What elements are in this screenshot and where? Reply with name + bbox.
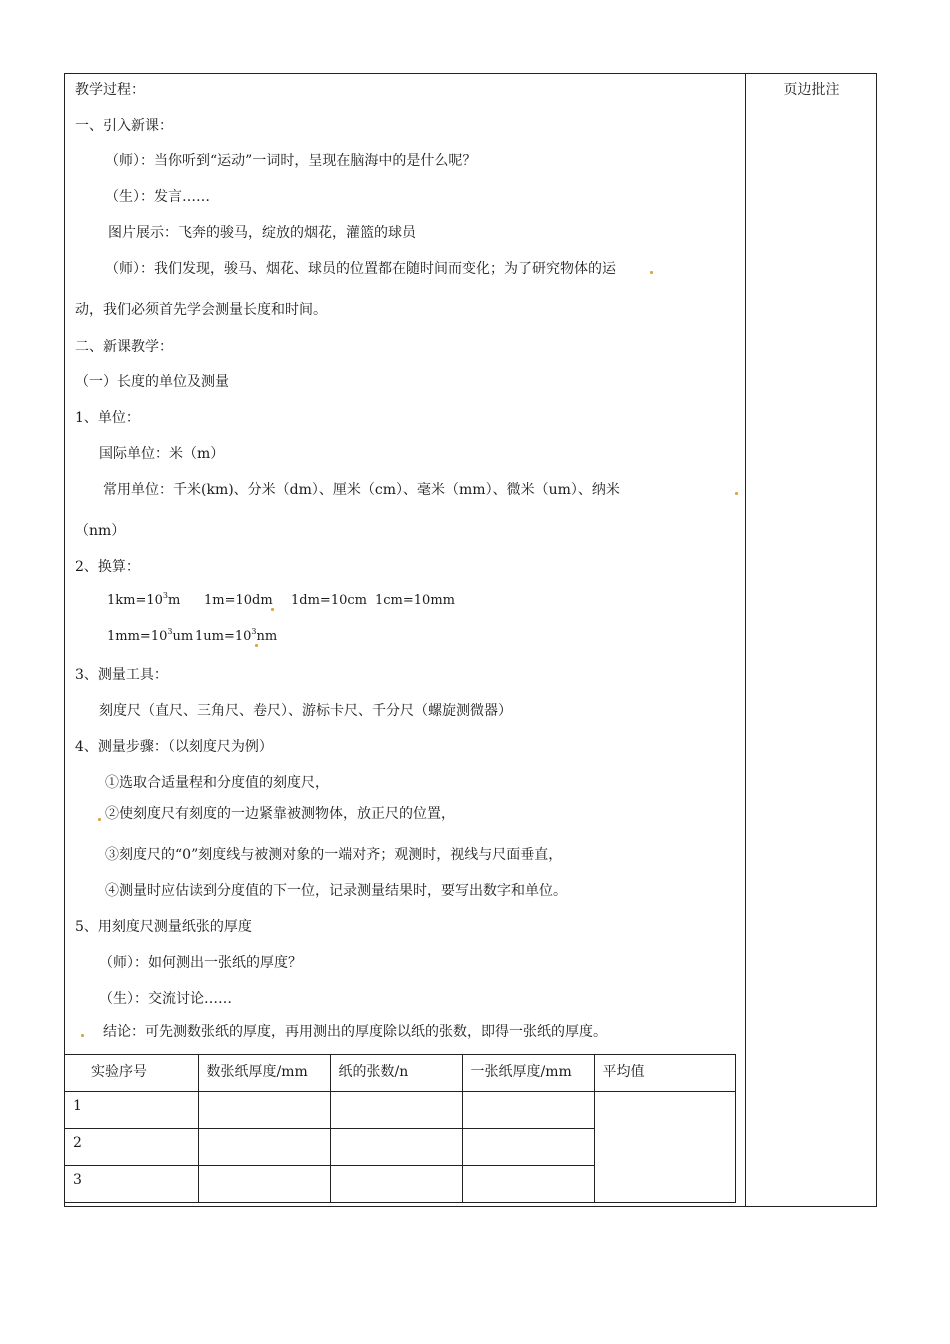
table-row bbox=[65, 1092, 735, 1129]
picture-display: 图片展示：飞奔的骏马，绽放的烟花，灌篮的球员 bbox=[108, 225, 416, 241]
item-units: 1、单位： bbox=[75, 410, 140, 426]
table-cell[interactable] bbox=[462, 1092, 594, 1129]
item-steps: 4、测量步骤：（以刻度尺为例） bbox=[75, 739, 273, 755]
decorative-dot bbox=[735, 492, 738, 495]
step-3: ③刻度尺的“0”刻度线与被测对象的一端对齐；观测时，视线与尺面垂直， bbox=[105, 847, 563, 863]
item-conversion: 2、换算： bbox=[75, 559, 140, 575]
tools-list: 刻度尺（直尺、三角尺、卷尺）、游标卡尺、千分尺（螺旋测微器） bbox=[99, 703, 512, 719]
conversion-m-dm: 1m=10dm bbox=[204, 593, 273, 608]
common-units: 常用单位：千米(km)、分米（dm）、厘米（cm）、毫米（mm）、微米（um）、纳米 bbox=[103, 482, 620, 498]
conversion-um-nm: $1um=10^3nm$ bbox=[195, 627, 278, 644]
margin-notes-title: 页边批注 bbox=[783, 82, 840, 98]
item-tools: 3、测量工具： bbox=[75, 667, 168, 683]
header-average: 平均值 bbox=[594, 1055, 735, 1092]
table-cell[interactable] bbox=[330, 1092, 462, 1129]
teacher-question: （师）：当你听到“运动”一词时，呈现在脑海中的是什么呢？ bbox=[105, 153, 477, 169]
teacher-paper-question: （师）：如何测出一张纸的厚度？ bbox=[99, 955, 302, 971]
section-heading-new-lesson: 二、新课教学： bbox=[75, 339, 173, 355]
trial-number-cell: 2 bbox=[65, 1129, 198, 1166]
step-2: ②使刻度尺有刻度的一边紧靠被测物体，放正尺的位置， bbox=[105, 806, 455, 822]
table-cell[interactable] bbox=[330, 1166, 462, 1203]
teacher-remark-line2: 动，我们必须首先学会测量长度和时间。 bbox=[75, 302, 327, 318]
table-cell[interactable] bbox=[462, 1129, 594, 1166]
conversion-cm-mm: 1cm=10mm bbox=[375, 593, 455, 608]
table-cell[interactable] bbox=[198, 1166, 330, 1203]
lesson-frame bbox=[64, 73, 877, 1207]
student-discussion: （生）：交流讨论…… bbox=[99, 991, 232, 1007]
decorative-dot bbox=[650, 271, 653, 274]
subsection-length: （一）长度的单位及测量 bbox=[75, 374, 229, 390]
conversion-km-m: $1km=10^3m$ bbox=[107, 591, 181, 608]
item-paper-thickness: 5、用刻度尺测量纸张的厚度 bbox=[75, 919, 252, 935]
measurement-table bbox=[65, 1054, 736, 1203]
decorative-dot bbox=[98, 818, 101, 821]
table-cell[interactable] bbox=[198, 1092, 330, 1129]
conversion-mm-um: $1mm=10^3um$ bbox=[107, 627, 194, 644]
table-header-row bbox=[65, 1055, 735, 1092]
decorative-dot bbox=[81, 1034, 84, 1037]
decorative-dot bbox=[255, 644, 258, 647]
teacher-remark-line1: （师）：我们发现，骏马、烟花、球员的位置都在随时间而变化；为了研究物体的运 bbox=[105, 261, 616, 277]
table-cell[interactable] bbox=[330, 1129, 462, 1166]
header-stack-thickness: 数张纸厚度/mm bbox=[198, 1055, 330, 1092]
average-cell[interactable] bbox=[594, 1092, 735, 1203]
si-unit: 国际单位：米（m） bbox=[99, 446, 225, 462]
header-single-thickness: 一张纸厚度/mm bbox=[462, 1055, 594, 1092]
section-heading-process: 教学过程： bbox=[75, 82, 145, 98]
student-response: （生）：发言…… bbox=[105, 189, 210, 205]
common-units-cont: （nm） bbox=[75, 523, 126, 539]
section-heading-intro: 一、引入新课： bbox=[75, 118, 173, 134]
conversion-dm-cm: 1dm=10cm bbox=[291, 593, 367, 608]
header-sheet-count: 纸的张数/n bbox=[330, 1055, 462, 1092]
trial-number-cell: 1 bbox=[65, 1092, 198, 1129]
trial-number-cell: 3 bbox=[65, 1166, 198, 1203]
header-trial-number: 实验序号 bbox=[65, 1055, 198, 1092]
step-1: ①选取合适量程和分度值的刻度尺， bbox=[105, 775, 329, 791]
table-cell[interactable] bbox=[462, 1166, 594, 1203]
column-divider bbox=[745, 74, 746, 1206]
conclusion: 结论：可先测数张纸的厚度，再用测出的厚度除以纸的张数，即得一张纸的厚度。 bbox=[103, 1024, 607, 1040]
decorative-dot bbox=[271, 608, 274, 611]
step-4: ④测量时应估读到分度值的下一位，记录测量结果时，要写出数字和单位。 bbox=[105, 883, 567, 899]
table-cell[interactable] bbox=[198, 1129, 330, 1166]
